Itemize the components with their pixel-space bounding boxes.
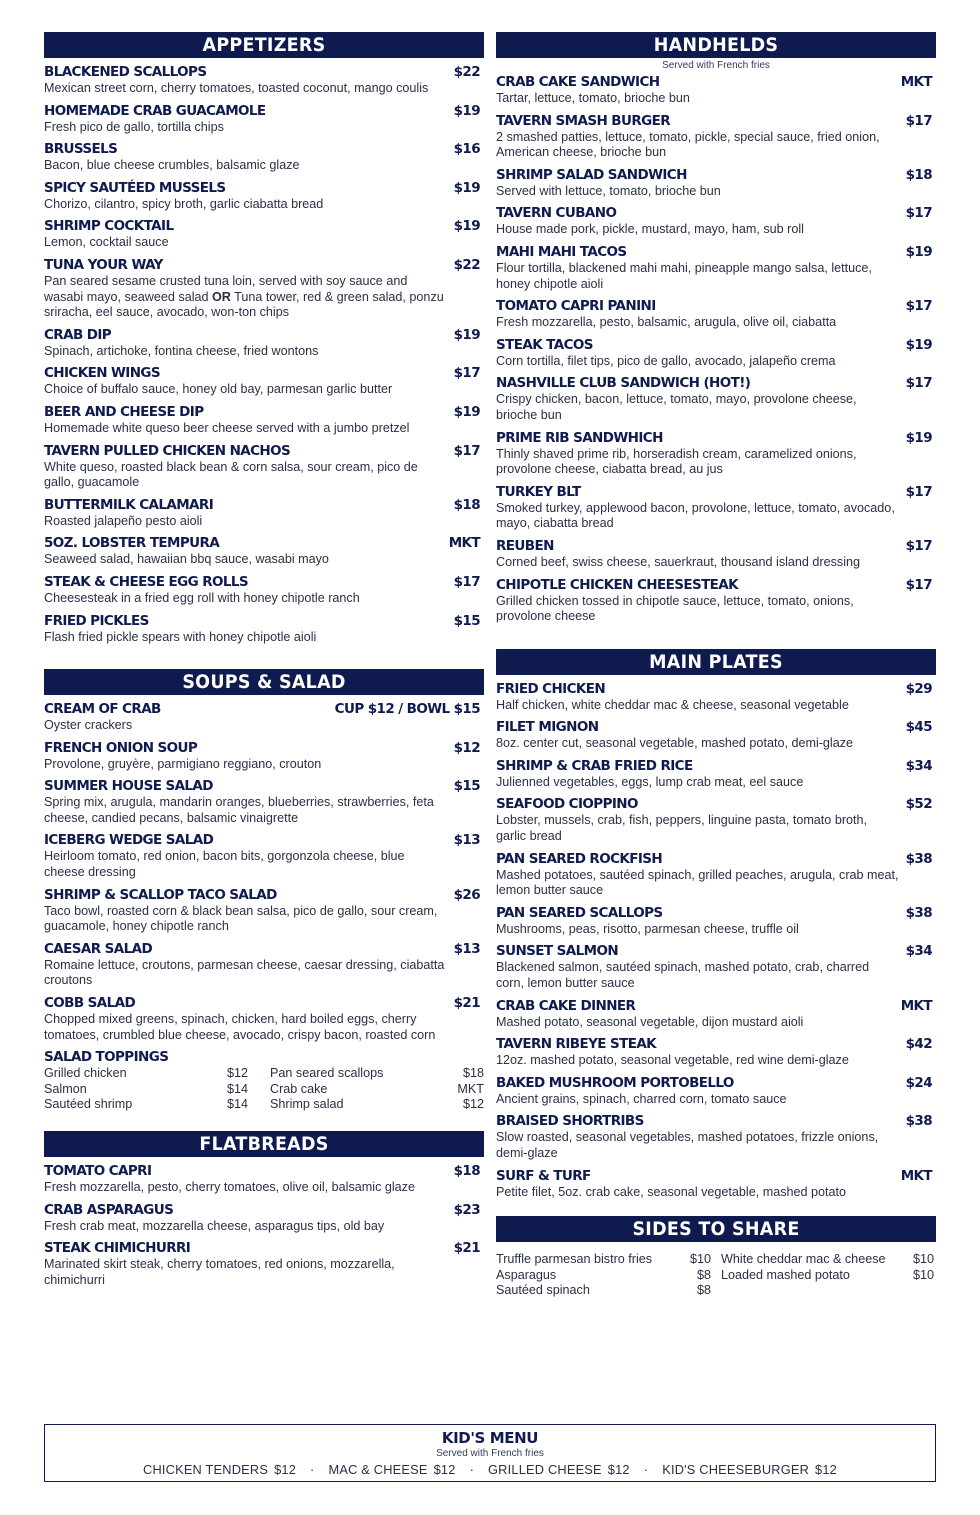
menu-item xyxy=(44,497,484,530)
item-name: PRIME RIB SANDWHICH xyxy=(496,429,663,446)
flatbreads-list xyxy=(44,1163,484,1288)
item-description: Corned beef, swiss cheese, sauerkraut, thousand island dressing xyxy=(496,554,861,569)
menu-item xyxy=(496,796,936,844)
sides-grid xyxy=(496,1252,936,1299)
item-name: TOMATO CAPRI xyxy=(44,1163,152,1179)
item-name: CRAB CAKE DINNER xyxy=(496,997,636,1014)
item-description xyxy=(44,274,484,321)
menu-item xyxy=(44,887,484,935)
item-description: Chorizo, cilantro, spicy broth, garlic ciabatta bread xyxy=(44,196,324,211)
item-price: $15 xyxy=(453,612,480,629)
item-price: $34 xyxy=(905,757,932,774)
item-description: White queso, roasted black bean & corn salsa, sour cream, pico de gallo, guacamole xyxy=(44,459,418,490)
item-price: $19 xyxy=(453,218,480,235)
desc-or: OR xyxy=(212,289,231,304)
item-price: $17 xyxy=(453,573,480,590)
item-description: Mushrooms, peas, risotto, parmesan cheese, truffle oil xyxy=(496,921,799,936)
item-price: $17 xyxy=(905,483,932,500)
menu-item xyxy=(496,538,936,571)
side-name: Sautéed spinach xyxy=(496,1283,590,1298)
item-name: NASHVILLE CLUB SANDWICH (HOT!) xyxy=(496,375,751,392)
spacer xyxy=(44,1113,484,1131)
item-description: Heirloom tomato, red onion, bacon bits, gorgonzola cheese, blue cheese dressing xyxy=(44,849,405,880)
item-price: CUP $12 / BOWL $15 xyxy=(334,701,480,718)
separator-dot: · xyxy=(469,1462,475,1477)
menu-item xyxy=(44,535,484,568)
item-name: STEAK TACOS xyxy=(496,336,593,353)
item-name: CREAM OF CRAB xyxy=(44,701,161,718)
item-description: Roasted jalapeño pesto aioli xyxy=(44,513,203,528)
item-price: $17 xyxy=(905,112,932,129)
menu-item xyxy=(44,613,484,646)
item-description: Homemade white queso beer cheese served with a jumbo pretzel xyxy=(44,420,410,435)
side-name: White cheddar mac & cheese xyxy=(721,1252,886,1267)
menu-item xyxy=(496,167,936,200)
handhelds-title: HANDHELDS xyxy=(514,32,919,58)
item-price: $22 xyxy=(453,64,480,80)
item-price: $19 xyxy=(905,429,932,446)
menu-item xyxy=(496,851,936,899)
topping-price: $12 xyxy=(462,1097,484,1112)
topping-name: Crab cake xyxy=(270,1081,328,1096)
menu-item xyxy=(496,998,936,1031)
item-price: $19 xyxy=(453,403,480,420)
menu-item xyxy=(496,758,936,791)
menu-item xyxy=(496,1075,936,1108)
item-description: Thinly shaved prime rib, horseradish cream, caramelized onions, provolone cheese, ciabatta bread, au jus xyxy=(496,446,857,477)
side-price: $10 xyxy=(912,1252,934,1267)
item-name: CRAB ASPARAGUS xyxy=(44,1201,174,1218)
item-description: Oyster crackers xyxy=(44,718,133,733)
menu-item xyxy=(44,141,484,174)
item-price: $15 xyxy=(453,778,480,795)
menu-item xyxy=(44,1202,484,1235)
menu-item xyxy=(44,995,484,1043)
item-price: $26 xyxy=(453,886,480,903)
menu-item xyxy=(44,365,484,398)
item-description: Fresh mozzarella, pesto, balsamic, arugula, olive oil, ciabatta xyxy=(496,315,837,330)
kids-item-name: CHICKEN TENDERS xyxy=(143,1462,269,1477)
item-name: CAESAR SALAD xyxy=(44,940,153,957)
kids-menu-title: KID'S MENU xyxy=(441,1429,539,1447)
item-price: $13 xyxy=(453,940,480,957)
side-name: Loaded mashed potato xyxy=(721,1267,850,1282)
item-price: $12 xyxy=(453,739,480,756)
item-description: Crispy chicken, bacon, lettuce, tomato, mayo, provolone cheese, brioche bun xyxy=(496,392,857,422)
item-price: MKT xyxy=(448,535,480,552)
item-price: $17 xyxy=(905,375,932,392)
item-price: $23 xyxy=(453,1201,480,1218)
item-price: $21 xyxy=(453,1240,480,1257)
item-name: SHRIMP & SCALLOP TACO SALAD xyxy=(44,886,277,903)
item-price: $38 xyxy=(905,904,932,921)
item-description: Julienned vegetables, eggs, lump crab meat, eel sauce xyxy=(496,774,804,789)
item-description: Tartar, lettuce, tomato, brioche bun xyxy=(496,91,690,105)
kids-item-price: $12 xyxy=(274,1462,297,1477)
menu-item xyxy=(496,298,936,331)
menu-item xyxy=(496,1036,936,1069)
item-description: Chopped mixed greens, spinach, chicken, hard boiled eggs, cherry tomatoes, crumbled blue cheese, avocado, crispy bacon, roasted corn xyxy=(44,1012,436,1042)
item-description: 8oz. center cut, seasonal vegetable, mashed potato, demi-glaze xyxy=(496,736,854,751)
item-description: Corn tortilla, filet tips, pico de gallo, avocado, jalapeño crema xyxy=(496,353,836,368)
item-name: FRENCH ONION SOUP xyxy=(44,739,198,756)
topping-price: $14 xyxy=(226,1081,248,1096)
item-price: $17 xyxy=(905,537,932,554)
item-name: SEAFOOD CIOPPINO xyxy=(496,796,638,813)
item-price: $34 xyxy=(905,943,932,960)
menu-item xyxy=(496,484,936,532)
item-name: 5OZ. LOBSTER TEMPURA xyxy=(44,535,220,552)
left-column xyxy=(44,32,484,1294)
soups-banner xyxy=(44,669,484,695)
item-name: TAVERN RIBEYE STEAK xyxy=(496,1036,657,1053)
item-description: Slow roasted, seasonal vegetables, mashed potatoes, frizzle onions, demi-glaze xyxy=(496,1130,879,1160)
menu-item xyxy=(44,327,484,360)
item-description: 2 smashed patties, lettuce, tomato, pickle, special sauce, fried onion, American cheese, brioche bun xyxy=(496,129,880,160)
item-price: $18 xyxy=(905,166,932,183)
item-description: Bacon, blue cheese crumbles, balsamic glaze xyxy=(44,158,300,173)
topping-price: $14 xyxy=(226,1097,248,1112)
item-price: $17 xyxy=(905,576,932,593)
item-price: $18 xyxy=(453,1163,480,1179)
item-price: $17 xyxy=(905,205,932,222)
appetizers-list xyxy=(44,64,484,645)
item-description: House made pork, pickle, mustard, mayo, ham, sub roll xyxy=(496,222,804,237)
item-price: $16 xyxy=(453,141,480,158)
menu-item xyxy=(44,740,484,773)
item-price: $17 xyxy=(453,365,480,382)
menu-item xyxy=(496,1168,936,1201)
item-description: Mashed potatoes, sautéed spinach, grilled peaches, arugula, crab meat, lemon butter sauce xyxy=(496,867,899,898)
item-name: PAN SEARED SCALLOPS xyxy=(496,904,663,921)
item-name: TURKEY BLT xyxy=(496,483,581,500)
item-name: TAVERN CUBANO xyxy=(496,205,617,222)
item-price: MKT xyxy=(900,997,932,1014)
item-description: Flour tortilla, blackened mahi mahi, pineapple mango salsa, lettuce, honey chipotle aioli xyxy=(496,260,872,291)
item-name: MAHI MAHI TACOS xyxy=(496,243,627,260)
handhelds-list xyxy=(496,74,936,625)
item-name: SUNSET SALMON xyxy=(496,943,619,960)
item-description: Cheesesteak in a fried egg roll with honey chipotle ranch xyxy=(44,590,360,605)
item-price: MKT xyxy=(900,1167,932,1184)
menu-item xyxy=(44,941,484,989)
menu-item xyxy=(496,905,936,938)
item-name: ICEBERG WEDGE SALAD xyxy=(44,832,214,849)
menu-item xyxy=(496,681,936,714)
item-description: Grilled chicken tossed in chipotle sauce, lettuce, tomato, onions, provolone cheese xyxy=(496,593,854,624)
side-name xyxy=(711,1283,906,1299)
item-description: Mashed potato, seasonal vegetable, dijon mustard aioli xyxy=(496,1014,804,1029)
item-price: $45 xyxy=(905,719,932,736)
item-name: TUNA YOUR WAY xyxy=(44,256,163,273)
flatbreads-title: FLATBREADS xyxy=(62,1131,467,1157)
item-name: TAVERN PULLED CHICKEN NACHOS xyxy=(44,442,291,459)
item-price: $22 xyxy=(453,256,480,273)
item-name: FILET MIGNON xyxy=(496,719,599,736)
menu-item xyxy=(44,180,484,213)
kids-menu-note: Served with French fries xyxy=(436,1448,544,1459)
item-name: SURF & TURF xyxy=(496,1167,591,1184)
spacer xyxy=(496,631,936,649)
item-name: FRIED PICKLES xyxy=(44,612,149,629)
menu-item xyxy=(44,1163,484,1196)
item-description: Smoked turkey, applewood bacon, provolone, lettuce, tomato, avocado, mayo, ciabatta bread xyxy=(496,500,895,531)
side-price: $10 xyxy=(912,1267,934,1282)
item-description: Spinach, artichoke, fontina cheese, fried wontons xyxy=(44,343,319,358)
item-price: $24 xyxy=(905,1074,932,1091)
item-name: SUMMER HOUSE SALAD xyxy=(44,778,213,795)
menu-item xyxy=(44,701,484,734)
kids-item-name: KID'S CHEESEBURGER xyxy=(662,1462,810,1477)
kids-item-price: $12 xyxy=(815,1462,837,1477)
item-name: STEAK & CHEESE EGG ROLLS xyxy=(44,573,249,590)
appetizers-banner xyxy=(44,32,484,58)
item-name: HOMEMADE CRAB GUACAMOLE xyxy=(44,102,266,119)
menu-item xyxy=(44,574,484,607)
item-description: Served with lettuce, tomato, brioche bun xyxy=(496,183,721,198)
item-price: $19 xyxy=(905,243,932,260)
spacer xyxy=(496,1206,936,1216)
menu-item xyxy=(44,404,484,437)
item-name: SHRIMP & CRAB FRIED RICE xyxy=(496,757,693,774)
separator-dot: · xyxy=(310,1462,315,1477)
item-description: Lobster, mussels, crab, fish, peppers, linguine pasta, tomato broth, garlic bread xyxy=(496,813,868,844)
menu-item xyxy=(44,64,484,97)
item-name: SHRIMP SALAD SANDWICH xyxy=(496,166,687,183)
item-price: $19 xyxy=(453,102,480,119)
mains-title: MAIN PLATES xyxy=(514,649,919,675)
item-description: Mexican street corn, cherry tomatoes, toasted coconut, mango coulis xyxy=(44,81,429,95)
item-description: Flash fried pickle spears with honey chipotle aioli xyxy=(44,629,317,644)
item-name: BLACKENED SCALLOPS xyxy=(44,64,207,80)
topping-name: Shrimp salad xyxy=(270,1097,344,1112)
item-description: 12oz. mashed potato, seasonal vegetable, red wine demi-glaze xyxy=(496,1053,849,1068)
item-name: BEER AND CHEESE DIP xyxy=(44,403,204,420)
item-name: TAVERN SMASH BURGER xyxy=(496,112,671,129)
item-description: Romaine lettuce, croutons, parmesan cheese, caesar dressing, ciabatta croutons xyxy=(44,957,445,988)
topping-name: Sautéed shrimp xyxy=(44,1097,133,1112)
item-name: FRIED CHICKEN xyxy=(496,680,606,697)
kids-item-name: MAC & CHEESE xyxy=(328,1462,428,1477)
spacer xyxy=(44,651,484,669)
desc-part: Tuna tower, red & green salad, ponzu sriracha, eel sauce, avocado, won-ton chips xyxy=(44,289,444,320)
menu-item xyxy=(496,577,936,625)
handhelds-note: Served with French fries xyxy=(662,60,770,71)
item-price: $19 xyxy=(453,179,480,196)
item-description: Marinated skirt steak, cherry tomatoes, red onions, mozzarella, chimichurri xyxy=(44,1257,395,1287)
item-description: Taco bowl, roasted corn & black bean salsa, pico de gallo, sour cream, guacamole, honey chipotle ranch xyxy=(44,903,438,934)
item-name: SPICY SAUTÉED MUSSELS xyxy=(44,179,226,196)
item-description: Fresh mozzarella, pesto, cherry tomatoes, olive oil, balsamic glaze xyxy=(44,1180,415,1194)
menu-item xyxy=(44,103,484,136)
item-price: $29 xyxy=(905,680,932,697)
item-description: Lemon, cocktail sauce xyxy=(44,235,169,250)
menu-item xyxy=(44,443,484,491)
menu-item xyxy=(496,205,936,238)
topping-name: Salmon xyxy=(44,1081,87,1096)
item-name: SHRIMP COCKTAIL xyxy=(44,218,174,235)
item-description: Blackened salmon, sautéed spinach, mashed potato, crab, charred corn, lemon butter sauce xyxy=(496,960,870,991)
item-description: Ancient grains, spinach, charred corn, tomato sauce xyxy=(496,1091,787,1106)
salad-toppings-title: SALAD TOPPINGS xyxy=(44,1049,169,1066)
item-price: $21 xyxy=(453,995,480,1012)
item-name: CRAB DIP xyxy=(44,326,112,343)
menu-item xyxy=(496,74,936,107)
item-price: $38 xyxy=(905,1113,932,1130)
item-name: CHIPOTLE CHICKEN CHEESESTEAK xyxy=(496,576,739,593)
menu-item xyxy=(496,337,936,370)
menu-item xyxy=(44,218,484,251)
menu-item xyxy=(496,943,936,991)
menu-item xyxy=(44,778,484,826)
item-price: $18 xyxy=(453,496,480,513)
item-name: TOMATO CAPRI PANINI xyxy=(496,298,656,315)
item-description: Petite filet, 5oz. crab cake, seasonal vegetable, mashed potato xyxy=(496,1184,847,1199)
kids-item-price: $12 xyxy=(607,1462,630,1477)
right-column xyxy=(496,32,936,1299)
side-price: $10 xyxy=(689,1252,711,1267)
topping-price: $12 xyxy=(226,1066,248,1081)
item-name: CHICKEN WINGS xyxy=(44,365,161,382)
item-price: $38 xyxy=(905,850,932,867)
item-description: Seaweed salad, hawaiian bbq sauce, wasabi mayo xyxy=(44,552,329,567)
menu-item xyxy=(496,113,936,161)
item-price: $42 xyxy=(905,1036,932,1053)
menu-item xyxy=(44,257,484,321)
topping-name: Pan seared scallops xyxy=(270,1066,384,1081)
separator-dot: · xyxy=(643,1462,649,1477)
item-name: BAKED MUSHROOM PORTOBELLO xyxy=(496,1074,734,1091)
soups-title: SOUPS & SALAD xyxy=(62,669,467,695)
kids-item-price: $12 xyxy=(433,1462,456,1477)
menu-item xyxy=(44,1240,484,1288)
kids-item-name: GRILLED CHEESE xyxy=(488,1462,602,1477)
salad-toppings-grid xyxy=(44,1066,484,1113)
side-price: $8 xyxy=(696,1267,711,1282)
mains-banner xyxy=(496,649,936,675)
item-description: Fresh crab meat, mozzarella cheese, asparagus tips, old bay xyxy=(44,1218,385,1233)
item-description: Half chicken, white cheddar mac & cheese, seasonal vegetable xyxy=(496,697,849,712)
menu-item xyxy=(496,719,936,752)
item-price: $13 xyxy=(453,832,480,849)
item-description: Provolone, gruyère, parmigiano reggiano, crouton xyxy=(44,756,322,771)
item-price: $19 xyxy=(905,336,932,353)
mains-list xyxy=(496,681,936,1201)
menu-item xyxy=(496,1113,936,1161)
menu-item xyxy=(496,430,936,478)
menu-item xyxy=(496,375,936,423)
sides-title: SIDES TO SHARE xyxy=(514,1216,919,1242)
item-name: CRAB CAKE SANDWICH xyxy=(496,74,660,90)
handhelds-banner xyxy=(496,32,936,58)
item-price: MKT xyxy=(900,74,932,90)
item-description: Choice of buffalo sauce, honey old bay, parmesan garlic butter xyxy=(44,382,393,397)
flatbreads-banner xyxy=(44,1131,484,1157)
item-price: $17 xyxy=(905,298,932,315)
item-name: REUBEN xyxy=(496,537,554,554)
topping-price: $18 xyxy=(462,1066,484,1081)
menu-item xyxy=(44,832,484,880)
item-name: COBB SALAD xyxy=(44,995,136,1012)
menu-item xyxy=(496,244,936,292)
kids-menu-items xyxy=(45,1462,935,1477)
item-description: Fresh pico de gallo, tortilla chips xyxy=(44,119,224,134)
item-price: $52 xyxy=(905,796,932,813)
item-name: BUTTERMILK CALAMARI xyxy=(44,496,214,513)
topping-name: Grilled chicken xyxy=(44,1066,127,1081)
appetizers-title: APPETIZERS xyxy=(62,32,467,58)
side-name: Asparagus xyxy=(496,1267,557,1282)
side-price xyxy=(906,1283,934,1299)
item-name: BRAISED SHORTRIBS xyxy=(496,1113,644,1130)
side-price: $8 xyxy=(696,1283,711,1298)
item-name: PAN SEARED ROCKFISH xyxy=(496,850,663,867)
desc-part: Pan seared sesame crusted tuna loin, served with soy sauce and wasabi mayo, seaweed salad xyxy=(44,273,408,304)
kids-menu-box xyxy=(44,1424,936,1482)
item-price: $17 xyxy=(453,442,480,459)
item-price: $19 xyxy=(453,326,480,343)
sides-banner xyxy=(496,1216,936,1242)
soups-list xyxy=(44,701,484,1113)
item-name: STEAK CHIMICHURRI xyxy=(44,1240,191,1257)
topping-price: MKT xyxy=(457,1081,484,1096)
item-name: BRUSSELS xyxy=(44,141,118,158)
item-description: Spring mix, arugula, mandarin oranges, blueberries, strawberries, feta cheese, candied pecans, balsamic vinaigrette xyxy=(44,795,434,825)
side-name: Truffle parmesan bistro fries xyxy=(496,1252,653,1267)
